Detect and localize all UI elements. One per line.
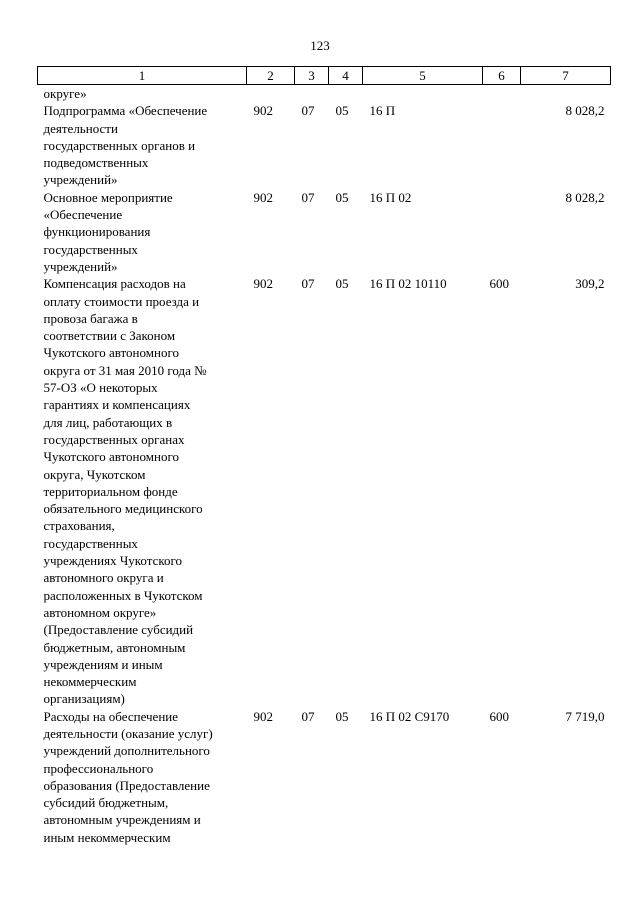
target-article-code: 16 П 02	[369, 189, 412, 205]
table-row	[38, 102, 611, 188]
target-article-code: 16 П 02 10110	[369, 276, 447, 292]
target-article-code: 16 П	[369, 103, 396, 119]
table-row	[38, 189, 611, 275]
expense-type-code	[483, 85, 521, 103]
column-header: 5	[363, 67, 483, 85]
ministry-code: 902	[253, 103, 273, 119]
row-name: Компенсация расходов на оплату стоимости проезда и провоза багажа в соответствии с Законом Чукотского автономного округа от 31 мая 2010 года № 57-ОЗ «О некоторых гарантиях и компенсациях для лиц, работающих в государственных органах Чукотского автономного округа, Чукотском территориальном фонде обязательного медицинского страхования, государственных учреждениях Чукотского автономного округа и расположенных в Чукотском автономном округе» (Предоставление субсидий бюджетным, автономным учреждениям и иным некоммерческим организациям)	[43, 276, 207, 707]
row-name: Основное мероприятие «Обеспечение функционирования государственных учреждений»	[43, 189, 173, 274]
target-article-code	[363, 85, 483, 103]
amount: 309,2	[575, 276, 605, 292]
column-header: 6	[483, 67, 521, 85]
amount: 8 028,2	[565, 189, 605, 205]
column-header: 2	[247, 67, 295, 85]
target-article-code: 16 П 02 С9170	[369, 708, 450, 724]
column-header: 3	[295, 67, 329, 85]
row-name: Подпрограмма «Обеспечение деятельности государственных органов и подведомственных учреждений»	[43, 103, 208, 188]
section-code: 07	[301, 276, 315, 292]
column-header: 4	[329, 67, 363, 85]
ministry-code: 902	[253, 276, 273, 292]
amount: 7 719,0	[565, 708, 605, 724]
ministry-code: 902	[253, 708, 273, 724]
column-header: 1	[38, 67, 247, 85]
subsection-code: 05	[335, 276, 349, 292]
subsection-code: 05	[335, 189, 349, 205]
row-name: округе»	[43, 86, 87, 101]
table-row	[38, 708, 611, 846]
budget-table	[37, 66, 611, 846]
amount	[521, 85, 611, 103]
subsection-code	[329, 85, 363, 103]
column-header: 7	[521, 67, 611, 85]
section-code	[295, 85, 329, 103]
table-row	[38, 85, 611, 103]
table-row	[38, 275, 611, 707]
subsection-code: 05	[335, 708, 349, 724]
section-code: 07	[301, 189, 315, 205]
amount: 8 028,2	[565, 103, 605, 119]
row-name: Расходы на обеспечение деятельности (оказание услуг) учреждений дополнительного профессионального образования (Предоставление субсидий бюджетным, автономным учреждениям и иным некоммерческим	[43, 708, 213, 845]
section-code: 07	[301, 103, 315, 119]
page-number: 123	[310, 38, 330, 53]
subsection-code: 05	[335, 103, 349, 119]
expense-type-code	[483, 102, 521, 188]
expense-type-code	[483, 189, 521, 275]
ministry-code	[247, 85, 295, 103]
expense-type-code: 600	[489, 708, 509, 724]
section-code: 07	[301, 708, 315, 724]
expense-type-code: 600	[489, 276, 509, 292]
ministry-code: 902	[253, 189, 273, 205]
table-header-row	[38, 67, 611, 85]
